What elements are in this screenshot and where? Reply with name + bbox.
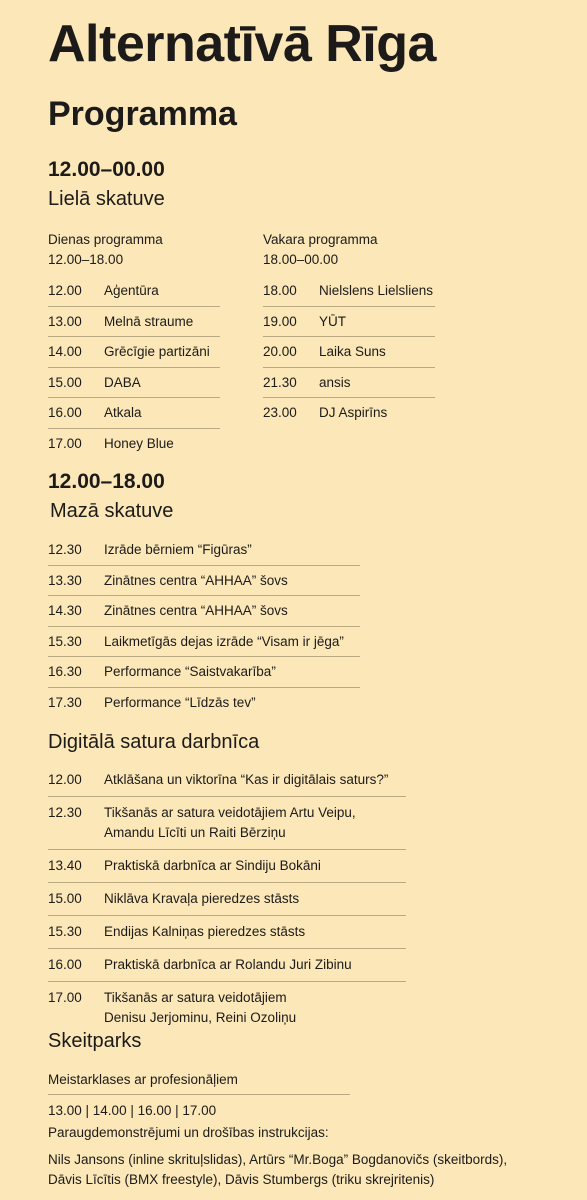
- row-act: Atklāšana un viktorīna “Kas ir digitālais saturs?”: [104, 772, 389, 787]
- schedule-row: [48, 429, 220, 459]
- schedule-row: [263, 368, 435, 399]
- schedule-row: [48, 657, 360, 688]
- evening-program-heading: Vakara programma: [263, 232, 378, 247]
- schedule-row: [48, 627, 360, 658]
- row-act: Performance “Līdzās tev”: [104, 694, 256, 710]
- schedule-row: [48, 982, 406, 1034]
- big-stage-time: 12.00–00.00: [48, 158, 165, 181]
- day-program-heading: Dienas programma: [48, 232, 163, 247]
- row-act: Zinātnes centra “AHHAA” šovs: [104, 603, 288, 619]
- row-act: Izrāde bērniem “Figūras”: [104, 542, 252, 558]
- skatepark-people-line2: Dāvis Līcītis (BMX freestyle), Dāvis Stumbergs (triku skrejritenis): [48, 1172, 435, 1187]
- skatepark-times: 13.00 | 14.00 | 16.00 | 17.00: [48, 1103, 217, 1118]
- big-stage-title: Lielā skatuve: [48, 188, 165, 210]
- row-time: 21.30: [263, 374, 297, 390]
- skatepark-people-line1: Nils Jansons (inline skrituļslidas), Artūrs “Mr.Boga” Bogdanovičs (skeitbords),: [48, 1152, 508, 1167]
- row-time: 12.00: [48, 283, 82, 299]
- small-stage-title: Mazā skatuve: [50, 500, 174, 522]
- schedule-row: [48, 596, 360, 627]
- digital-workshop-title: Digitālā satura darbnīca: [48, 731, 260, 753]
- small-stage-list: [48, 535, 360, 717]
- skatepark-title: Skeitparks: [48, 1030, 142, 1052]
- row-act: Praktiskā darbnīca ar Sindiju Bokāni: [104, 858, 321, 873]
- evening-program: [263, 230, 435, 428]
- row-act: Aģentūra: [104, 283, 159, 299]
- row-act: Grēcīgie partizāni: [104, 344, 210, 360]
- row-act: YŪT: [319, 313, 346, 329]
- row-time: 12.30: [48, 542, 82, 558]
- schedule-row: [263, 337, 435, 368]
- evening-program-hours: 18.00–00.00: [263, 252, 339, 267]
- schedule-row: [48, 276, 220, 307]
- schedule-row: [263, 276, 435, 307]
- row-act: Endijas Kalniņas pieredzes stāsts: [104, 924, 306, 939]
- schedule-row: [48, 949, 406, 982]
- day-program: [48, 230, 220, 458]
- row-time: 17.00: [48, 990, 82, 1005]
- schedule-row: [48, 764, 406, 797]
- row-act: Atkala: [104, 405, 142, 421]
- row-time: 12.30: [48, 805, 82, 820]
- row-time: 14.30: [48, 603, 82, 619]
- row-time: 15.00: [48, 891, 82, 906]
- row-act: DABA: [104, 374, 141, 390]
- row-act: Performance “Saistvakarība”: [104, 664, 276, 680]
- row-act: Praktiskā darbnīca ar Rolandu Juri Zibinu: [104, 957, 352, 972]
- row-act: Niklāva Kravaļa pieredzes stāsts: [104, 891, 300, 906]
- page-subtitle: Programma: [48, 95, 237, 133]
- row-time: 13.00: [48, 313, 82, 329]
- schedule-row: [48, 688, 360, 718]
- schedule-row: [263, 398, 435, 428]
- page-title: Alternatīvā Rīga: [48, 15, 436, 73]
- row-time: 15.30: [48, 924, 82, 939]
- schedule-row: [48, 398, 220, 429]
- skatepark-demo-label: Paraugdemonstrējumi un drošības instrukcijas:: [48, 1125, 329, 1140]
- row-time: 13.40: [48, 858, 82, 873]
- row-act: Honey Blue: [104, 435, 174, 451]
- row-act: Tikšanās ar satura veidotājiem Denisu Jerjominu, Reini Ozoliņu: [104, 990, 297, 1025]
- day-program-hours: 12.00–18.00: [48, 252, 124, 267]
- schedule-row: [48, 535, 360, 566]
- schedule-row: [263, 307, 435, 338]
- row-time: 18.00: [263, 283, 297, 299]
- schedule-row: [48, 337, 220, 368]
- row-time: 17.00: [48, 435, 82, 451]
- row-time: 14.00: [48, 344, 82, 360]
- row-time: 16.00: [48, 957, 82, 972]
- row-time: 23.00: [263, 405, 297, 421]
- row-time: 13.30: [48, 572, 82, 588]
- schedule-row: [48, 797, 406, 850]
- schedule-row: [48, 916, 406, 949]
- row-act: ansis: [319, 374, 351, 390]
- row-act: Nielslens Lielsliens: [319, 283, 434, 299]
- skatepark-subtitle: Meistarklases ar profesionāļiem: [48, 1070, 350, 1095]
- row-time: 12.00: [48, 772, 82, 787]
- schedule-row: [48, 883, 406, 916]
- row-time: 20.00: [263, 344, 297, 360]
- row-act: Zinātnes centra “AHHAA” šovs: [104, 572, 288, 588]
- row-time: 19.00: [263, 313, 297, 329]
- row-act: Laikmetīgās dejas izrāde “Visam ir jēga”: [104, 633, 344, 649]
- digital-workshop-list: [48, 764, 406, 1034]
- row-time: 16.00: [48, 405, 82, 421]
- row-act: Melnā straume: [104, 313, 194, 329]
- row-time: 17.30: [48, 694, 82, 710]
- row-act: Laika Suns: [319, 344, 386, 360]
- schedule-row: [48, 368, 220, 399]
- row-time: 15.30: [48, 633, 82, 649]
- small-stage-time: 12.00–18.00: [48, 470, 165, 493]
- schedule-row: [48, 566, 360, 597]
- row-time: 15.00: [48, 374, 82, 390]
- schedule-row: [48, 307, 220, 338]
- row-act: DJ Aspirīns: [319, 405, 388, 421]
- row-act: Tikšanās ar satura veidotājiem Artu Veipu, Amandu Līcīti un Raiti Bērziņu: [104, 805, 356, 840]
- row-time: 16.30: [48, 664, 82, 680]
- schedule-row: [48, 850, 406, 883]
